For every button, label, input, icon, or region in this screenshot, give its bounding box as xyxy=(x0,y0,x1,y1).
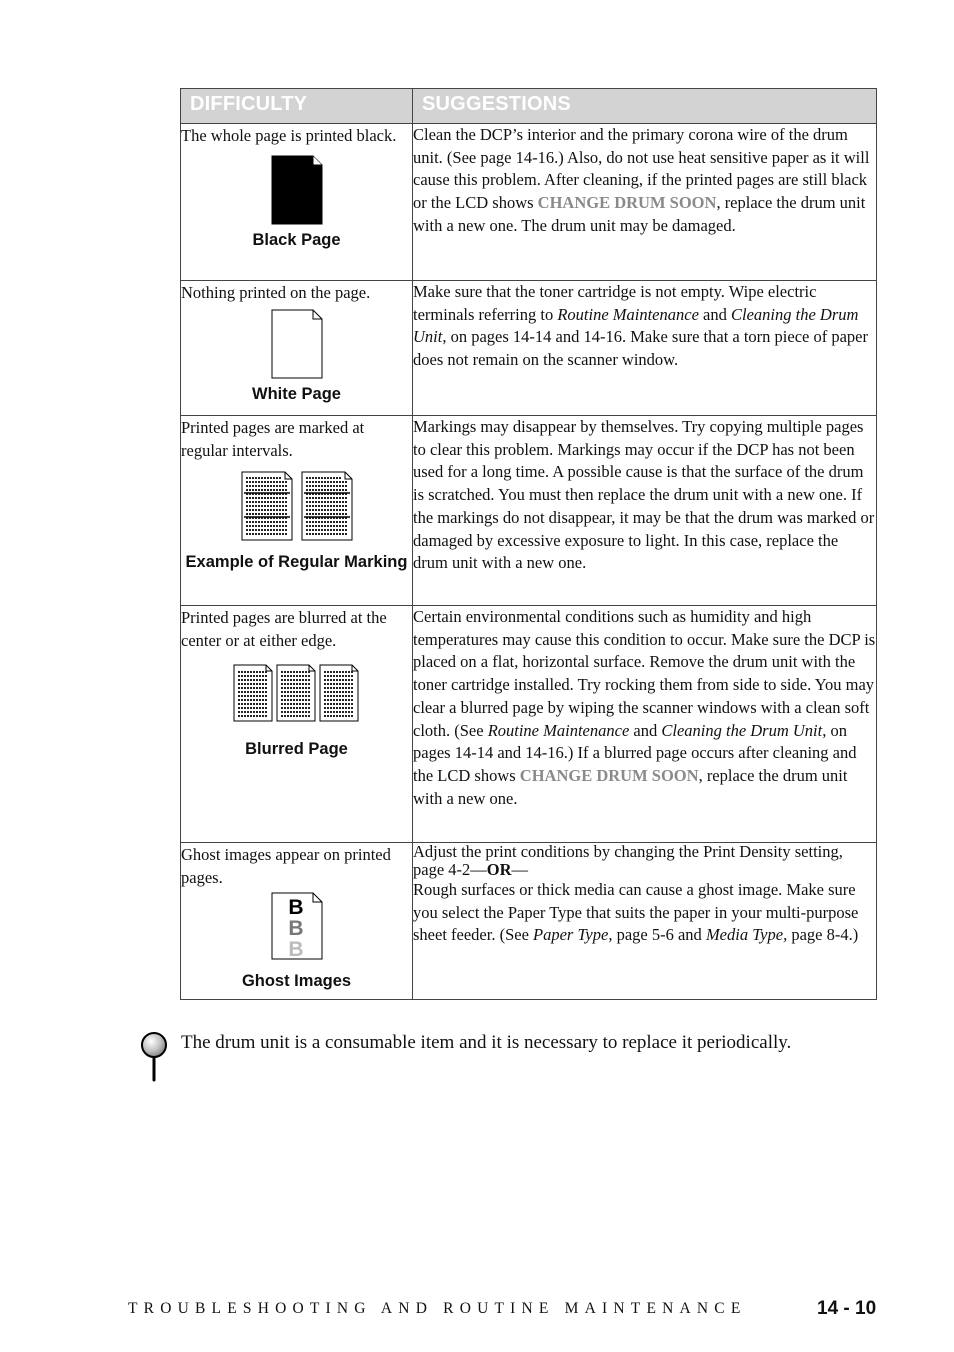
reference-italic: Cleaning the Drum Unit xyxy=(661,720,823,740)
troubleshooting-table xyxy=(180,88,877,1000)
table-row xyxy=(181,416,877,606)
pushpin-note-icon xyxy=(139,1031,171,1083)
regular-marking-figure xyxy=(181,471,412,547)
reference-italic: Routine Maintenance xyxy=(487,720,630,740)
difficulty-cell xyxy=(181,281,413,416)
suggestion-text-mid: page 5-6 and xyxy=(612,925,706,945)
regular-marking-icon xyxy=(241,471,353,541)
suggestion-text: Adjust the print conditions by changing the Print Density setting, page 4-2— xyxy=(413,842,843,879)
difficulty-cell xyxy=(181,606,413,843)
difficulty-text: Printed pages are marked at regular intervals. xyxy=(181,418,365,460)
suggestion-cell xyxy=(413,606,877,843)
reference-italic: Routine Maintenance xyxy=(557,304,699,324)
ghost-letter-3: B xyxy=(287,938,304,960)
or-dash: — xyxy=(511,860,529,879)
suggestion-text-mid: , on pages 14-14 and 14-16.) If a blurred page occurs after cleaning and the LCD shows xyxy=(413,720,857,785)
suggestion-text: Make sure that the toner cartridge is not empty. Wipe electric terminals referring to xyxy=(413,282,817,324)
figure-caption: Ghost Images xyxy=(241,972,352,990)
footer-section-title: TROUBLESHOOTING AND ROUTINE MAINTENANCE xyxy=(128,1300,747,1317)
suggestion-text: Clean the DCP’s interior and the primary corona wire of the drum unit. (See page 14-16.) Also, do not use heat sensitive paper as it will cause this problem. After cleaning, if the printed pages are still black or the LCD shows xyxy=(413,125,870,213)
suggestion-line xyxy=(413,843,876,879)
figure-caption: White Page xyxy=(252,385,341,403)
suggestion-text: Certain environmental conditions such as humidity and high temperatures may cause this condition to occur. Make sure the DCP is placed on a flat, horizontal surface. Remove the drum unit with the toner cartridge installed. Try rocking them from side to side. You may clear a blurred page by wiping the scanner windows with a clean soft cloth. (See xyxy=(413,607,876,740)
figure-caption: Example of Regular Marking xyxy=(185,553,408,571)
suggestion-text: Markings may disappear by themselves. Try copying multiple pages to clear this problem. Markings may occur if the DCP has not been used for a long time. A possible cause is that the surface of the drum is scratched. You must then replace the drum unit with a new one. If the markings do not disappear, it may be that the drum was marked or damaged by excessive exposure to light. In this case, replace the drum unit with a new one. xyxy=(413,417,875,573)
white-page-figure xyxy=(181,309,412,385)
ghost-letter-2: B xyxy=(287,917,304,940)
figure-caption: Black Page xyxy=(252,231,341,249)
suggestion-joiner: and xyxy=(698,304,731,324)
suggestion-paragraph-2 xyxy=(413,879,876,947)
header-suggestions: SUGGESTIONS xyxy=(413,89,877,124)
suggestion-joiner: and xyxy=(629,720,662,740)
blurred-page-icon xyxy=(233,664,361,722)
table-header-row xyxy=(181,89,877,124)
suggestion-text-end: , replace the drum unit with a new one. The drum unit may be damaged. xyxy=(413,193,866,235)
suggestion-text-end: page 8-4.) xyxy=(787,925,859,945)
reference-italic: Paper Type, xyxy=(533,925,613,945)
table-row xyxy=(181,843,877,1000)
difficulty-text: Ghost images appear on printed pages. xyxy=(181,845,391,887)
figure-caption: Blurred Page xyxy=(245,740,348,758)
difficulty-cell xyxy=(181,416,413,606)
suggestion-text-end: , replace the drum unit with a new one. xyxy=(413,765,848,808)
difficulty-cell xyxy=(181,843,413,1000)
header-difficulty: DIFFICULTY xyxy=(181,89,413,124)
ghost-page-icon xyxy=(271,892,323,960)
ghost-images-figure xyxy=(181,892,412,966)
difficulty-cell xyxy=(181,124,413,281)
suggestion-cell xyxy=(413,843,877,1000)
reference-italic: Cleaning the Drum Unit xyxy=(413,304,859,347)
table-row xyxy=(181,124,877,281)
suggestion-cell xyxy=(413,124,877,281)
or-separator: OR xyxy=(486,860,512,879)
difficulty-text: Nothing printed on the page. xyxy=(181,283,371,302)
suggestion-cell xyxy=(413,416,877,606)
lcd-message: CHANGE DRUM SOON xyxy=(519,765,699,785)
note-text: The drum unit is a consumable item and it is necessary to replace it periodically. xyxy=(181,1032,792,1053)
reference-italic: Media Type, xyxy=(705,925,788,945)
lcd-message: CHANGE DRUM SOON xyxy=(537,193,717,213)
suggestion-text-2: Rough surfaces or thick media can cause a ghost image. Make sure you select the Paper Type that suits the paper in your multi-purpose sheet feeder. (See xyxy=(413,880,859,945)
blurred-page-figure xyxy=(181,664,412,728)
suggestion-cell xyxy=(413,281,877,416)
difficulty-text: Printed pages are blurred at the center or at either edge. xyxy=(181,608,387,650)
page-number: 14 - 10 xyxy=(817,1298,877,1319)
black-page-figure xyxy=(181,155,412,231)
ghost-letter-1: B xyxy=(287,896,304,919)
white-page-icon xyxy=(271,309,323,379)
difficulty-text: The whole page is printed black. xyxy=(181,126,397,145)
black-page-icon xyxy=(271,155,323,225)
suggestion-text-end: , on pages 14-14 and 14-16. Make sure that a torn piece of paper does not remain on the scanner window. xyxy=(413,327,868,370)
table-row xyxy=(181,606,877,843)
table-row xyxy=(181,281,877,416)
